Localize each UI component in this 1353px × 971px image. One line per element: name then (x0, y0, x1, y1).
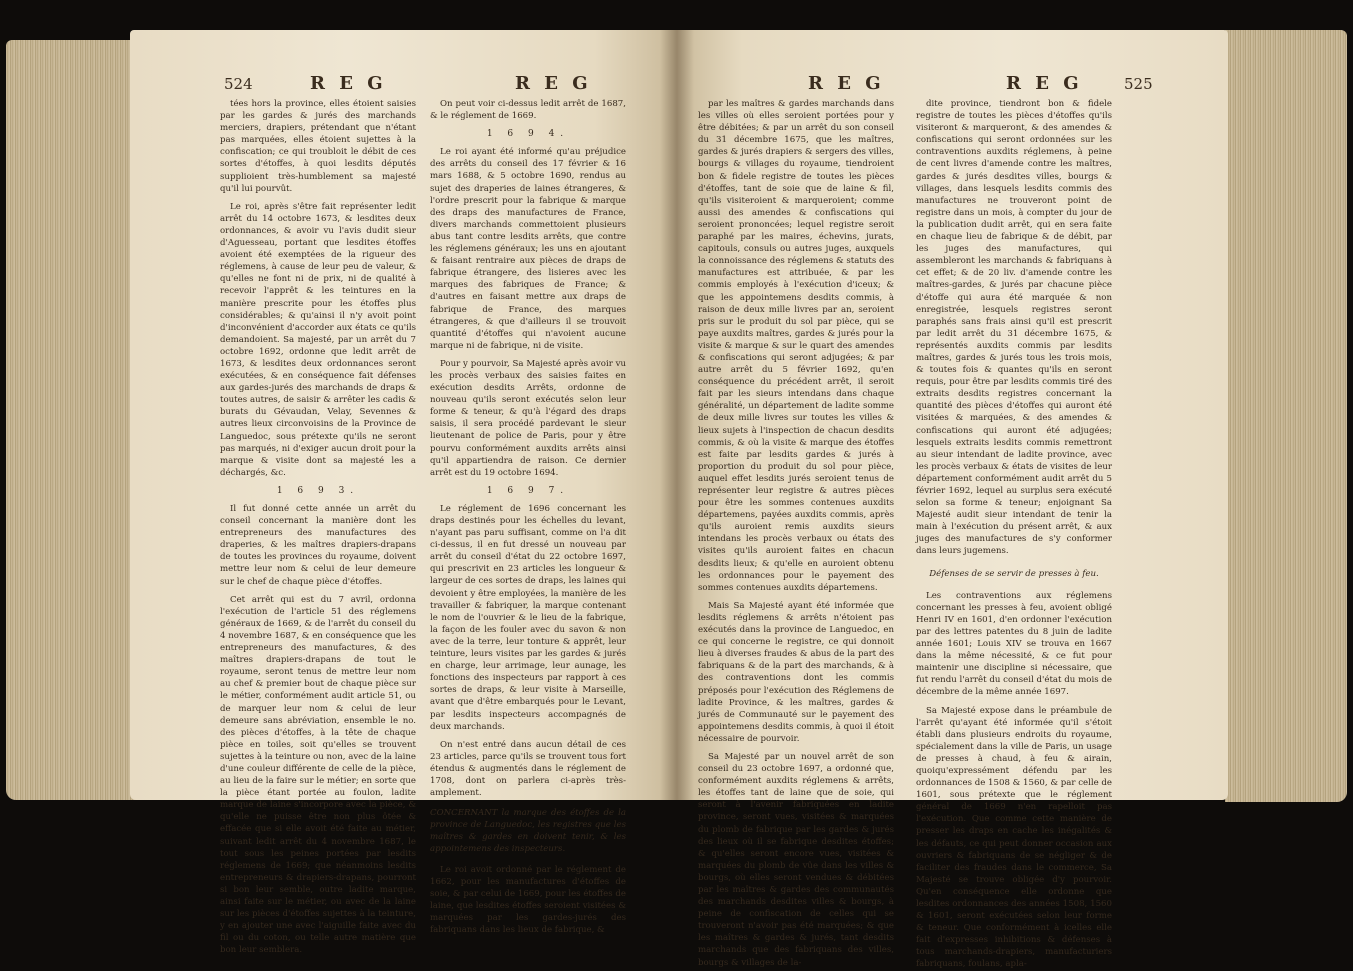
text-column (430, 98, 626, 935)
paragraph: Pour y pourvoir, Sa Majesté après avoir vu les procès verbaux des saisies faites en exécution desdits Arrêts, ordonne de nouveau qu'ils seront exécutés selon leur forme & teneur, & qu'à l'égard des draps saisis, il sera procédé pardevant le sieur lieutenant de police de Paris, pour y être pourvu conformément auxdits arrêts ainsi qu'il appartiendra de raison. Ce dernier arrêt est du 19 octobre 1694. (430, 358, 626, 478)
right-page (676, 30, 1228, 970)
text-column (698, 98, 894, 968)
page-number: 524 (224, 75, 253, 93)
paragraph: Mais Sa Majesté ayant été informée que lesdits réglemens & arrêts n'étoient pas exécutés dans la province de Languedoc, en ce qui concerne le registre, ce qui donnoit lieu à diverses fraudes & abus de la part des fabriquans & de la part des marchands, & à des contraventions dont les commis préposés pour l'exécution des Réglemens de ladite Province, & les maîtres, gardes & jurés de Communauté sur le payement des appointemens desdits commis, à quoi il étoit nécessaire de pourvoir. (698, 600, 894, 744)
page-number: 525 (1124, 75, 1153, 93)
paragraph: dite province, tiendront bon & fidele registre de toutes les pièces d'étoffes qu'ils visiteront & marqueront, & des amendes & confiscations qui seront ordonnées sur les contraventions auxdits réglemens, à peine de cent livres d'amende contre les maîtres, gardes & jurés desdites villes, bourgs & villages, dans lesquels lesdits commis des manufactures ne trouveront point de registre dans un mois, à compter du jour de la publication dudit arrêt, qui en sera faite en chaque lieu de fabrique & de débit, par les juges des manufactures, qui assembleront les marchands & fabriquans à cet effet; & de 20 liv. d'amende contre les maîtres-gardes, & jurés par chacune pièce d'étoffe qui aura été marquée & non enregistrée, lesquels registres seront paraphés sans frais ainsi qu'il est prescrit par ledit arrêt du 31 décembre 1675, & représentés auxdits commis par lesdits maîtres, gardes & jurés tous les trois mois, & toutes fois & quantes qu'ils en seront requis, pour être par lesdits commis tiré des extraits desdits registres concernant la quantité des pièces d'étoffes qui auront été visitées & marquées, & des amendes & confiscations qui auront été adjugées; lesquels extraits lesdits commis remettront au sieur intendant de ladite province, avec les procès verbaux & états de visites de leur département conformément audit arrêt du 5 février 1692, lequel au surplus sera exécuté selon sa forme & teneur; enjoignant Sa Majesté audit sieur intendant de tenir la main à l'exécution du présent arrêt, & aux juges des manufactures de s'y conformer dans leurs jugemens. (916, 99, 1112, 557)
left-page (130, 30, 676, 956)
paragraph: Le roi ayant été informé qu'au préjudice des arrêts du conseil des 17 février & 16 mars 1688, & 5 octobre 1690, rendus au sujet des draperies de laines étrangeres, & l'ordre prescrit pour la fabrique & marque des draps des manufactures de France, divers marchands commettoient plusieurs abus tant contre lesdits arrêts, que contre les réglemens généraux; les uns en ajoutant & faisant rentraire aux pièces de draps de fabrique étrangere, des lisieres avec les marques des fabriques de France; & d'autres en faisant mettre aux draps de fabrique de France, des marques étrangeres, & que d'ailleurs il se trouvoit quantité d'étoffes qui n'avoient aucune marque ni de fabrique, ni de visite. (430, 147, 626, 351)
page-stack-left (6, 40, 136, 800)
year-heading: 1 6 9 4. (486, 129, 570, 140)
paragraph: Il fut donné cette année un arrêt du conseil concernant la manière dont les entrepreneurs des manufactures des draperies, & les maîtres drapiers-drapans de toutes les provinces du royaume, doivent mettre leur nom & celui de leur demeure sur le chef de chaque pièce d'étoffes. (220, 504, 416, 587)
paragraph: Cet arrêt qui est du 7 avril, ordonna l'exécution de l'article 51 des réglemens généraux de 1669, & de l'arrêt du conseil du 4 novembre 1687, & en conséquence que les entrepreneurs des manufactures, & des maîtres drapiers-drapans de tout le royaume, seront tenus de mettre leur nom au chef & premier bout de chaque pièce sur le métier, conformément audit article 51, ou de marquer leur nom & celui de leur demeure sans abréviation, ensemble le no. des pièces d'étoffes, à la tête de chaque pièce en toiles, soit qu'elles se trouvent sujettes à la teinture ou non, avec de la laine d'une couleur différente de celle de la pièce, au lieu de la faire sur le métier; en sorte que la pièce étant portée au foulon, ladite marque de laine s'incorpore avec la pièce, & qu'elle ne puisse être non plus ôtée & effacée que si elle avoit été faite au métier, suivant ledit arrêt du 4 novembre 1687, le tout sous les peines portées par lesdits réglemens de 1669; que néanmoins lesdits entrepreneurs & drapiers-drapans, pourront si bon leur semble, outre ladite marque, ainsi faite sur le métier, ou avec de la laine sur les pièces d'étoffes sujettes à la teinture, y en ajouter une avec l'aiguille faite avec du fil ou du coton, ou telle autre matière que bon leur semblera. (220, 594, 416, 956)
book-gutter (660, 30, 694, 800)
running-head: R E G (808, 73, 885, 94)
running-head: R E G (515, 73, 592, 94)
page-stack-right (1225, 30, 1347, 802)
paragraph: par les maîtres & gardes marchands dans les villes où elles seroient portées pour y être débitées; & par un arrêt du son conseil du 31 décembre 1675, que les maîtres, gardes & jurés drapiers & sergers des villes, bourgs & villages du royaume, tiendroient bon & fidele registre de toutes les pièces d'étoffes, tant de soie que de laine & fil, qu'ils visiteroient & marqueroient; comme aussi des amendes & confiscations qui seroient prononcées; lequel registre seroit paraphé par les maires, échevins, jurats, capitouls, consuls ou autres juges, auxquels la connoissance des réglemens & statuts des manufactures est attribuée, & par les commis employés à l'exécution d'iceux; & que les appointemens desdits commis, à raison de deux mille livres par an, seroient pris sur le produit du sol par pièce, qui se paye auxdits maîtres, gardes & jurés pour la visite & marque & sur le quart des amendes & confiscations qui seront adjugées; & par autre arrêt du 5 février 1692, qu'en conséquence du précédent arrêt, il seroit fait par les sieurs intendans dans chaque généralité, un département de ladite somme de deux mille livres sur toutes les villes & lieux sujets à l'inspection de chacun desdits commis, & où la visite & marque des étoffes est faite par lesdits gardes & jurés à proportion du produit du sol pour pièce, auquel effet lesdits jurés seroient tenus de représenter leur registre & autres pièces pour être les sommes contenues auxdits départemens, payées auxdits commis, après qu'ils auroient remis auxdits sieurs intendans les procès verbaux ou états des visites qu'ils auroient faites en chacun desdits lieux; & qu'elle en auroient obtenu les ordonnances pour le payement des sommes contenues auxdits départemens. (698, 99, 894, 593)
paragraph: Sa Majesté expose dans le préambule de l'arrêt qu'ayant été informée qu'il s'étoit établi dans plusieurs endroits du royaume, spécialement dans la ville de Paris, un usage de presses à chaud, à feu & airain, quoiqu'expressément défendu par les ordonnances de 1508 & 1560, & par celle de 1601, sous prétexte que le réglement général de 1669 n'en rapelloit pas l'exécution. Que comme cette manière de presser les draps en cache les inégalités & les défauts, ce qui peut donner occasion aux ouvriers & fabriquans de se négliger & de faciliter des fraudes dans le commerce, Sa Majesté se trouve obligée d'y pourvoir. Qu'en conséquence elle ordonne que lesdites ordonnances des années 1508, 1560 & 1601, seront exécutées selon leur forme & teneur. Que conformément à icelles elle fait d'expresses inhibitions & défenses à tous marchands-drapiers, manufacturiers fabriquans, foulans, apla- (916, 705, 1113, 970)
paragraph: tées hors la province, elles étoient saisies par les gardes & jurés des marchands merciers, drapiers, prétendant que n'étant pas marquées, elles étoient sujettes à la confiscation; ce qui troubloit le débit de ces sortes d'étoffes, à quoi lesdits députés supplioient très-humblement sa majesté qu'il lui pourvût. (220, 99, 416, 194)
paragraph: Le roi, après s'être fait représenter ledit arrêt du 14 octobre 1673, & lesdites deux ordonnances, & avoir vu l'avis dudit sieur d'Aguesseau, portant que lesdites étoffes avoient été exemptées de la rigueur des réglemens, à cause de leur peu de valeur, & qu'elles ne font ni de prix, ni de qualité à recevoir l'apprêt & les teintures en la manière prescrite pour les étoffes plus considérables; & qu'ainsi il n'y avoit point d'inconvénient d'accorder aux états ce qu'ils demandoient. Sa majesté, par un arrêt du 7 octobre 1692, ordonne que ledit arrêt de 1673, & lesdites deux ordonnances seront exécutées, & en conséquence fait défenses aux gardes-jurés des marchands de draps & toutes autres, de saisir & arrêter les cadis & burats du Gévaudan, Velay, Sevennes & autres lieux circonvoisins de la Province de Languedoc, sous prétexte qu'ils ne seront pas marqués, ni d'exiger aucun droit pour la marque & visite dont sa majesté les a déchargés, &c. (220, 201, 416, 478)
paragraph: Les contraventions aux réglemens concernant les presses à feu, avoient obligé Henri IV en 1601, d'en ordonner l'exécution par des lettres patentes du 8 juin de ladite année 1601; Louis XIV se trouva en 1667 dans la même nécessité, & ce fut pour maintenir une discipline si nécessaire, que fut rendu l'arrêt du conseil d'état du mois de décembre de la même année 1697. (916, 590, 1112, 698)
paragraph: Le réglement de 1696 concernant les draps destinés pour les échelles du levant, n'ayant pas paru suffisant, comme on l'a dit ci-dessus, il en fut dressé un nouveau par arrêt du conseil d'état du 22 octobre 1697, qui prescrivit en 23 articles les longueur & largeur de ces sortes de draps, les laines qui devoient y être employées, la manière de les travailler & fabriquer, la marque contenant le nom de l'ouvrier & le lieu de la fabrique, la façon de les fouler avec du savon & non avec de la terre, leur tonture & apprêt, leur teinture, leurs visites par les gardes & jurés en charge, leur arrimage, leur aunage, les fonctions des inspecteurs par rapport à ces sortes de draps, & leur visite à Marseille, avant que d'être embarqués pour le Levant, par lesdits inspecteurs accompagnés de deux marchands. (430, 503, 626, 732)
section-heading: Défenses de se servir de presses à feu. (929, 568, 1099, 579)
running-head: R E G (310, 73, 387, 94)
text-column (220, 98, 416, 956)
paragraph: Le roi avoit ordonné par le réglement de 1662, pour les manufactures d'étoffes de soie, & par celui de 1669, pour les étoffes de laine, que lesdites étoffes seroient visitées & marquées par les gardes-jurés des fabriquans dans les lieux de fabrique, & (430, 864, 626, 935)
paragraph: On peut voir ci-dessus ledit arrêt de 1687, & le réglement de 1669. (430, 99, 626, 122)
paragraph: Sa Majesté par un nouvel arrêt de son conseil du 23 octobre 1697, a ordonné que, conformément auxdits réglemens & arrêts, les étoffes tant de laine que de soie, qui seront à l'avenir fabriquées en ladite province, seront vues, visitées & marquées du plomb de fabrique par les gardes & jurés des lieux où il se fabrique desdites étoffes; & qu'elles seront encore vues, visitées & marquées du plomb de vûe dans les villes & bourgs, où elles seront vendues & débitées par les maîtres & gardes des communautés des marchands desdites villes & bourgs, à peine de confiscation de celles qui se trouveront n'avoir pas été marquées; & que les maîtres & gardes & jurés, tant desdits marchands que des fabriquans des villes, bourgs & villages de la- (698, 751, 894, 968)
text-column (916, 98, 1113, 970)
year-heading: 1 6 9 7. (486, 485, 570, 496)
running-head: R E G (1006, 73, 1083, 94)
section-heading: CONCERNANT la marque des étoffes de la province de Languedoc, les registres que les maîtres & gardes en doivent tenir, & les appointemens des inspecteurs. (430, 808, 626, 855)
year-heading: 1 6 9 3. (276, 485, 360, 496)
paragraph: On n'est entré dans aucun détail de ces 23 articles, parce qu'ils se trouvent tous fort étendus & augmentés dans le réglement de 1708, dont on parlera ci-après très-amplement. (430, 739, 626, 799)
